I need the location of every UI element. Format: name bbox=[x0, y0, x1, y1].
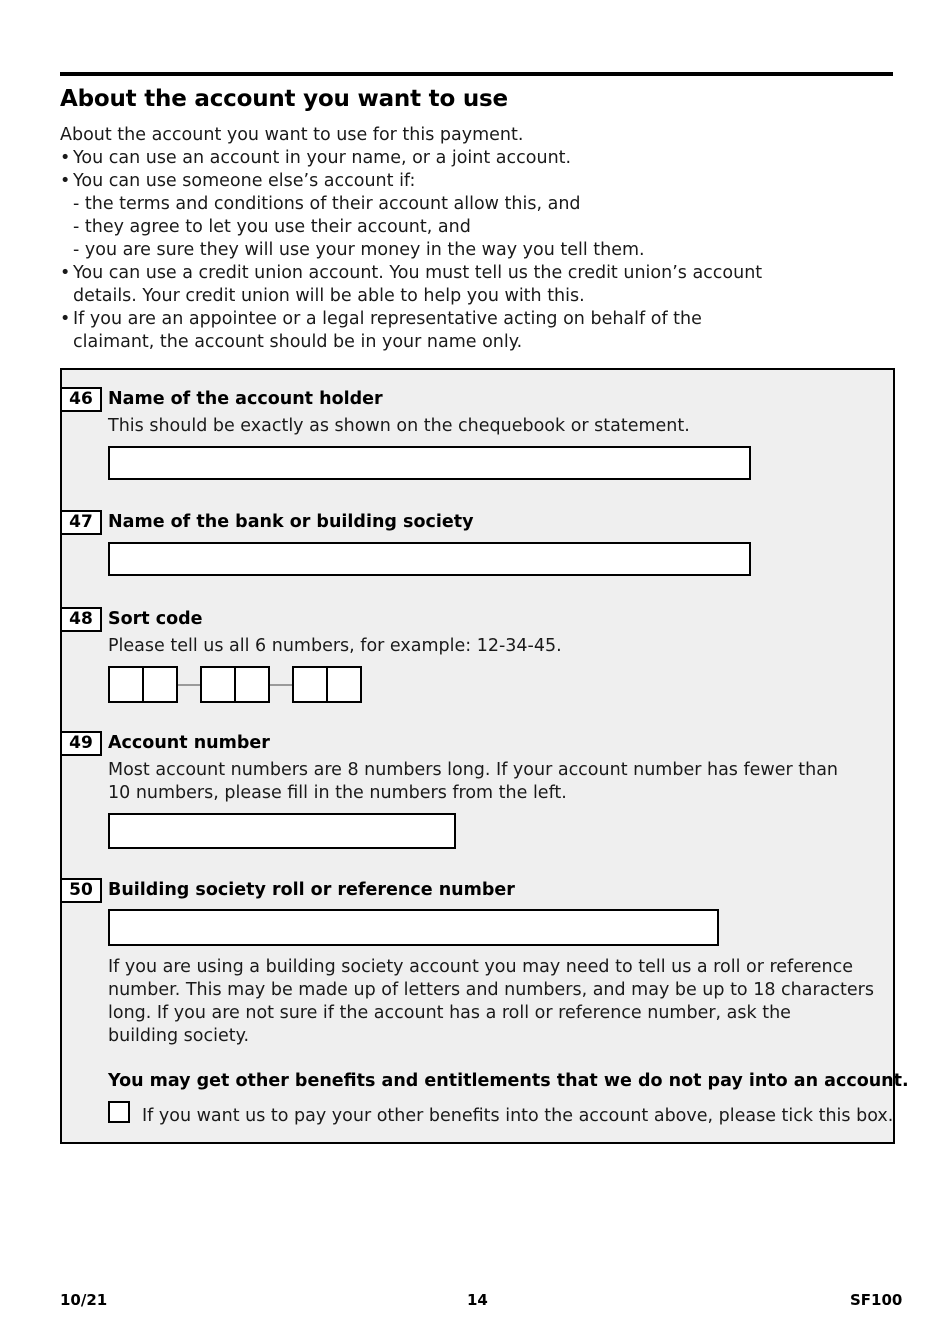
question-number-48: 48 bbox=[62, 607, 102, 632]
bullet-joint-account: • You can use an account in your name, or a joint account. bbox=[60, 147, 890, 170]
section-title: About the account you want to use bbox=[60, 86, 508, 112]
sort-code-group-3 bbox=[292, 666, 362, 703]
roll-number-note-line1: If you are using a building society account you may need to tell us a roll or reference bbox=[108, 957, 854, 977]
question-label-48: Sort code bbox=[108, 609, 203, 629]
question-number-49: 49 bbox=[62, 731, 102, 756]
question-label-50: Building society roll or reference number bbox=[108, 880, 515, 900]
roll-number-note-line2: number. This may be made up of letters and numbers, and may be up to 18 characters bbox=[108, 980, 874, 1000]
sort-code-digit-5[interactable] bbox=[294, 668, 326, 701]
question-hint-46: This should be exactly as shown on the chequebook or statement. bbox=[108, 416, 690, 436]
account-holder-name-input[interactable] bbox=[108, 446, 751, 480]
question-number-46: 46 bbox=[62, 387, 102, 412]
sort-code-digit-4[interactable] bbox=[234, 668, 268, 701]
question-hint-48: Please tell us all 6 numbers, for example: 12-34-45. bbox=[108, 636, 562, 656]
intro-text bbox=[60, 124, 890, 354]
sort-code-group-2 bbox=[200, 666, 270, 703]
account-number-input[interactable] bbox=[108, 813, 456, 849]
account-details-panel bbox=[60, 368, 909, 1144]
top-rule bbox=[60, 72, 893, 76]
bullet-credit-union-line2: details. Your credit union will be able to help you with this. bbox=[73, 286, 585, 306]
sort-code-separator bbox=[270, 684, 292, 686]
intro-list bbox=[60, 147, 890, 354]
other-benefits-heading: You may get other benefits and entitlements that we do not pay into an account. bbox=[108, 1071, 909, 1091]
sort-code-digit-2[interactable] bbox=[142, 668, 176, 701]
roll-number-input[interactable] bbox=[108, 909, 719, 946]
other-benefits-checkbox-label: If you want us to pay your other benefits into the account above, please tick this box. bbox=[142, 1106, 894, 1126]
footer-page-number: 14 bbox=[467, 1291, 488, 1309]
bullet-someone-else: • You can use someone else’s account if: bbox=[60, 170, 890, 193]
question-hint-49-line1: Most account numbers are 8 numbers long. If your account number has fewer than bbox=[108, 760, 839, 780]
question-number-47: 47 bbox=[62, 510, 102, 535]
question-number-50: 50 bbox=[62, 878, 102, 903]
intro-paragraph: About the account you want to use for this payment. bbox=[60, 125, 524, 145]
footer-date: 10/21 bbox=[60, 1291, 108, 1309]
bullet-appointee-line2: claimant, the account should be in your name only. bbox=[73, 332, 523, 352]
sort-code-digit-3[interactable] bbox=[202, 668, 234, 701]
sort-code-field bbox=[108, 666, 362, 703]
bullet-appointee-line1: • If you are an appointee or a legal representative acting on behalf of the bbox=[60, 308, 890, 331]
question-hint-49-line2: 10 numbers, please fill in the numbers from the left. bbox=[108, 783, 567, 803]
question-label-49: Account number bbox=[108, 733, 270, 753]
footer-form-code: SF100 bbox=[850, 1291, 903, 1309]
roll-number-note-line3: long. If you are not sure if the account has a roll or reference number, ask the bbox=[108, 1003, 791, 1023]
question-label-47: Name of the bank or building society bbox=[108, 512, 474, 532]
bullet-credit-union-line1: • You can use a credit union account. You must tell us the credit union’s account bbox=[60, 262, 890, 285]
sort-code-separator bbox=[178, 684, 200, 686]
sub-item-agree: - they agree to let you use their account, and bbox=[73, 217, 471, 237]
other-benefits-checkbox[interactable] bbox=[108, 1101, 130, 1123]
sub-item-terms: - the terms and conditions of their account allow this, and bbox=[73, 194, 581, 214]
roll-number-note-line4: building society. bbox=[108, 1026, 250, 1046]
sort-code-group-1 bbox=[108, 666, 178, 703]
sort-code-digit-1[interactable] bbox=[110, 668, 142, 701]
sort-code-digit-6[interactable] bbox=[326, 668, 360, 701]
sub-item-money: - you are sure they will use your money in the way you tell them. bbox=[73, 240, 645, 260]
question-label-46: Name of the account holder bbox=[108, 389, 383, 409]
bank-name-input[interactable] bbox=[108, 542, 751, 576]
